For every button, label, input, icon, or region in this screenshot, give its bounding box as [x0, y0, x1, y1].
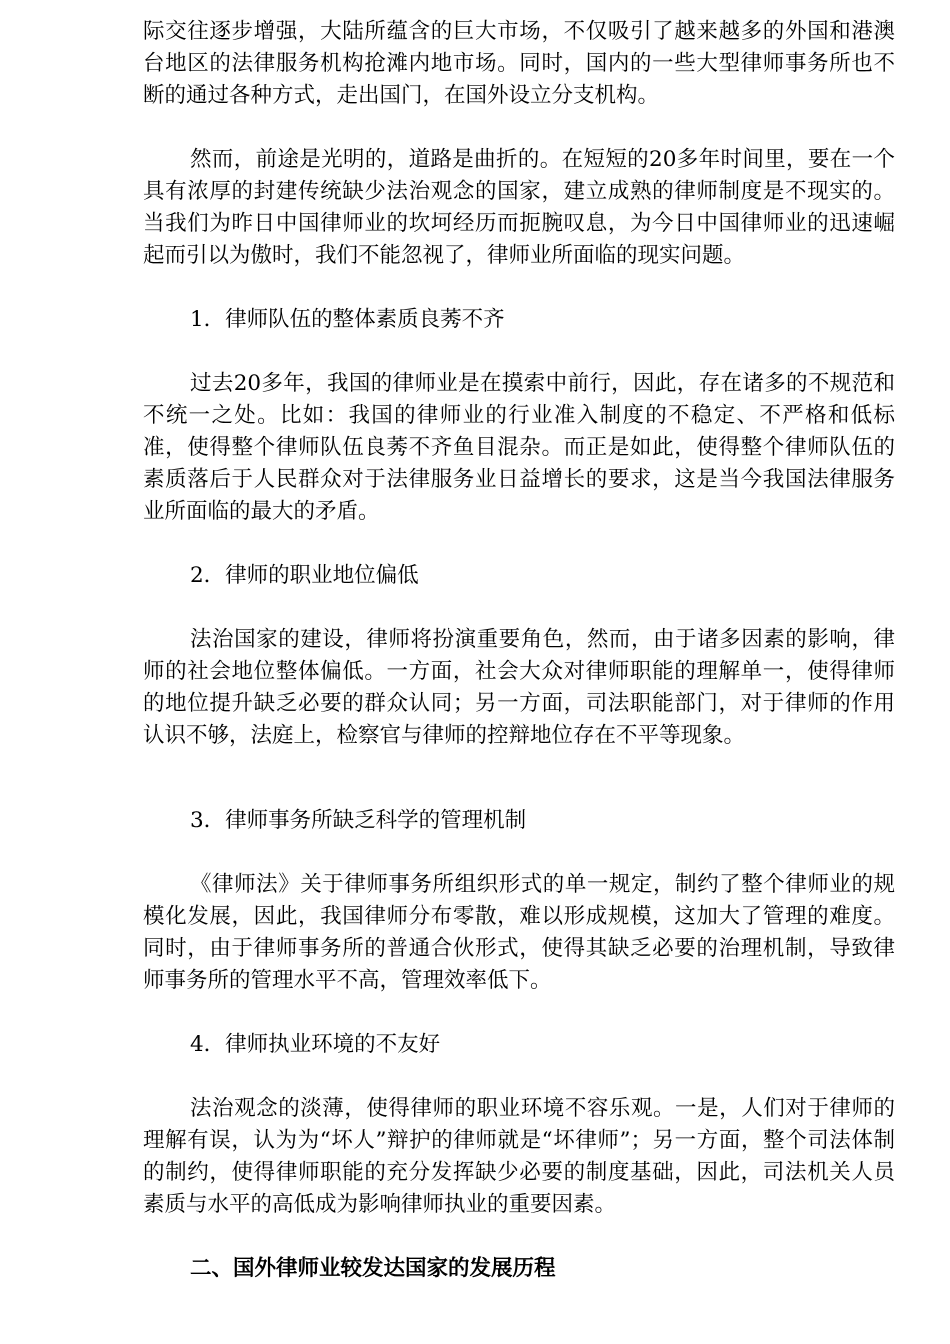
paragraph-3: 《律师法》关于律师事务所组织形式的单一规定，制约了整个律师业的规模化发展，因此，我国律师分布零散，难以形成规模，这加大了管理的难度。同时，由于律师事务所的普通合伙形式，使得其缺乏必要的治理机制，导致律师事务所的管理水平不高，管理效率低下。 — [143, 872, 895, 993]
paragraph-gap — [143, 336, 895, 368]
subheading-4: 4．律师执业环境的不友好 — [190, 1032, 441, 1057]
paragraph-intro: 际交往逐步增强，大陆所蕴含的巨大市场，不仅吸引了越来越多的外国和港澳台地区的法律服务机构抢滩内地市场。同时，国内的一些大型律师事务所也不断的通过各种方式，走出国门，在国外设立分支机构。 — [143, 19, 895, 108]
paragraph-gap — [143, 592, 895, 624]
paragraph-however: 然而，前途是光明的，道路是曲折的。在短短的20多年时间里，要在一个具有浓厚的封建传统缺少法治观念的国家，建立成熟的律师制度是不现实的。当我们为昨日中国律师业的坎坷经历而扼腕叹息，为今日中国律师业的迅速崛起而引以为傲时，我们不能忽视了，律师业所面临的现实问题。 — [143, 147, 895, 268]
paragraph-gap — [143, 112, 895, 144]
paragraph-1: 过去20多年，我国的律师业是在摸索中前行，因此，存在诸多的不规范和不统一之处。比如：我国的律师业的行业准入制度的不稳定、不严格和低标准，使得整个律师队伍良莠不齐鱼目混杂。而正是如此，使得整个律师队伍的素质落后于人民群众对于法律服务业日益增长的要求，这是当今我国法律服务业所面临的最大的矛盾。 — [143, 371, 895, 524]
paragraph-4: 法治观念的淡薄，使得律师的职业环境不容乐观。一是，人们对于律师的理解有误，认为为“坏人”辩护的律师就是“坏律师”；另一方面，整个司法体制的制约，使得律师职能的充分发挥缺少必要的制度基础，因此，司法机关人员素质与水平的高低成为影响律师执业的重要因素。 — [143, 1096, 895, 1217]
section-heading: 二、国外律师业较发达国家的发展历程 — [190, 1256, 556, 1281]
document-page — [143, 16, 895, 1285]
subheading-1: 1．律师队伍的整体素质良莠不齐 — [190, 307, 505, 332]
paragraph-gap — [143, 997, 895, 1029]
paragraph-gap — [143, 752, 895, 805]
paragraph-2: 法治国家的建设，律师将扮演重要角色，然而，由于诸多因素的影响，律师的社会地位整体偏低。一方面，社会大众对律师职能的理解单一，使得律师的地位提升缺乏必要的群众认同；另一方面，司法职能部门，对于律师的作用认识不够，法庭上，检察官与律师的控辩地位存在不平等现象。 — [143, 627, 895, 748]
paragraph-gap — [143, 528, 895, 560]
subheading-3: 3．律师事务所缺乏科学的管理机制 — [190, 808, 527, 833]
paragraph-gap — [143, 837, 895, 869]
paragraph-gap — [143, 1221, 895, 1253]
subheading-2: 2．律师的职业地位偏低 — [190, 563, 419, 588]
paragraph-gap — [143, 272, 895, 304]
paragraph-gap — [143, 1061, 895, 1093]
